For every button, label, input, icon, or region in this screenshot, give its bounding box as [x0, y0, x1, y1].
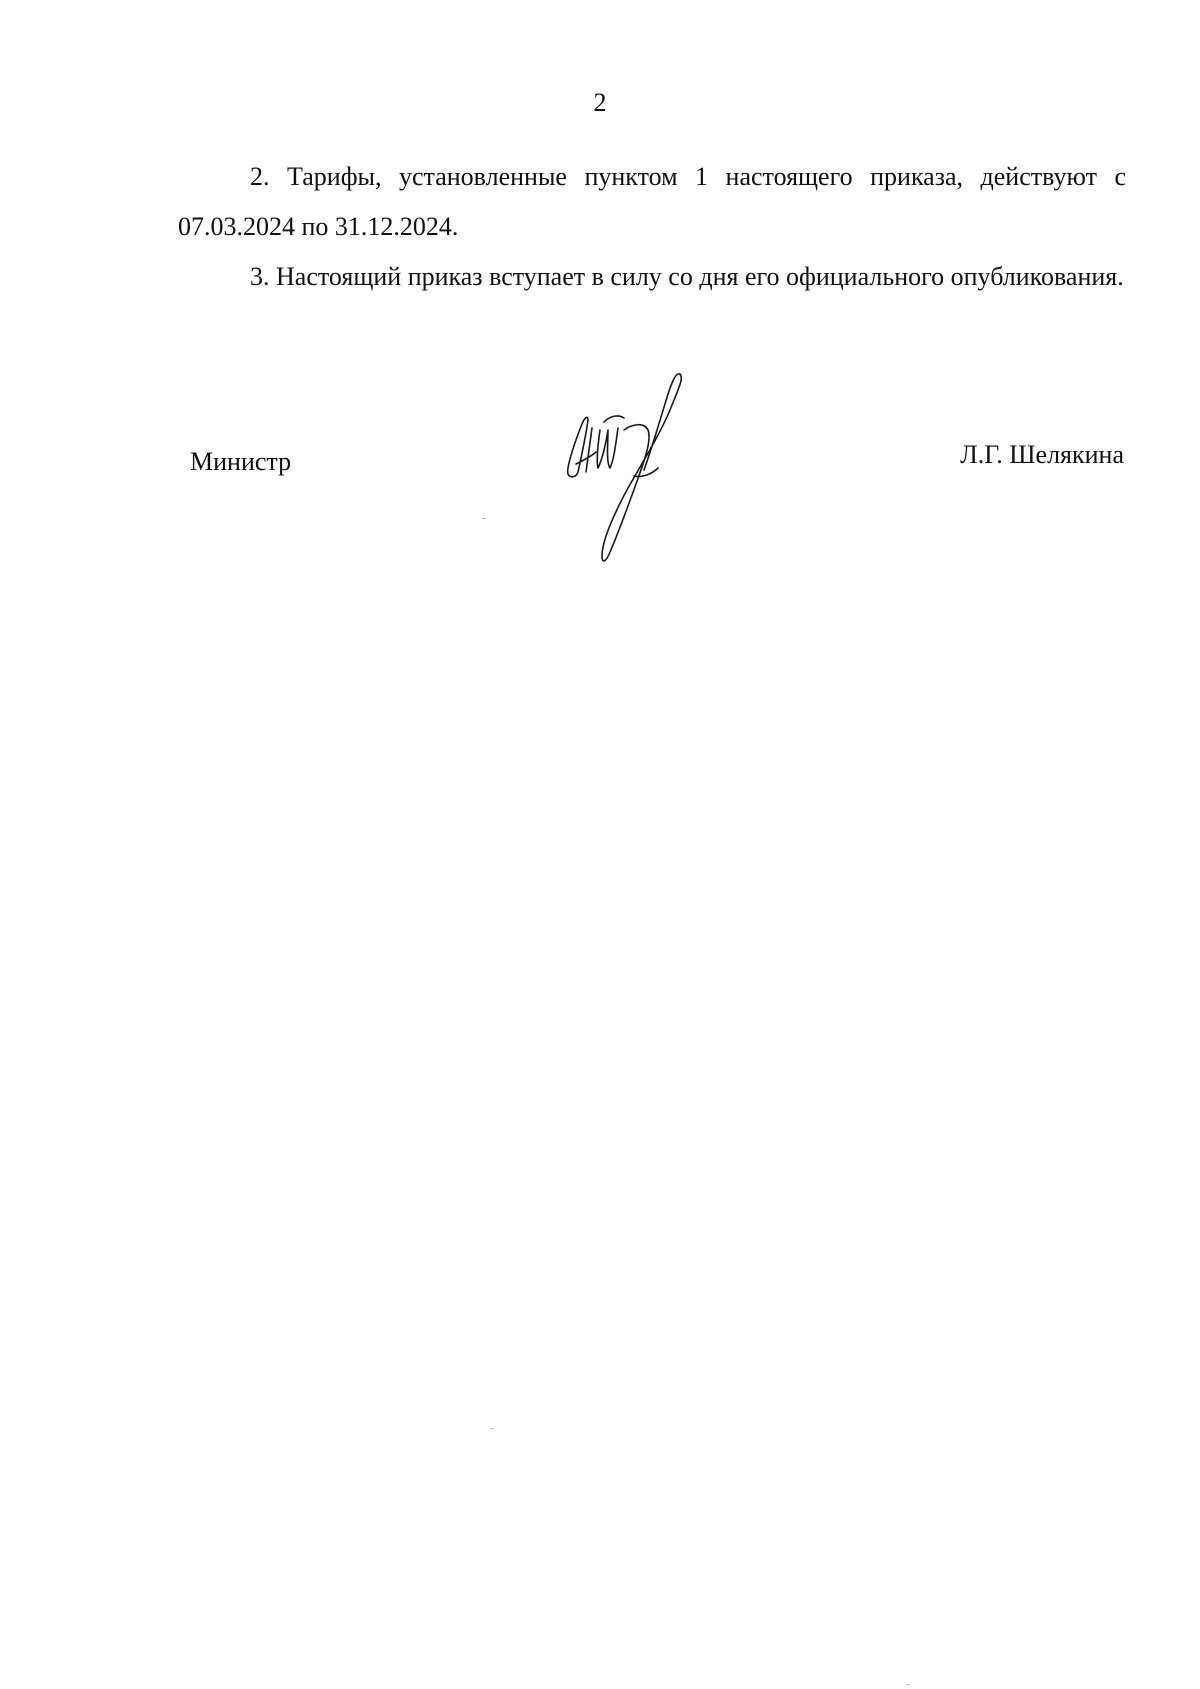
handwritten-signature — [548, 364, 708, 570]
document-body — [178, 152, 1126, 302]
signer-name: Л.Г. Шелякина — [960, 440, 1124, 469]
paragraph-tariff-validity: 2. Тарифы, установленные пунктом 1 настоящего приказа, действуют с 07.03.2024 по 31.12.2024. — [178, 162, 1126, 241]
scan-speck — [906, 1684, 909, 1685]
page-number: 2 — [593, 88, 607, 117]
scan-speck — [482, 518, 485, 519]
paragraph-effective-date: 3. Настоящий приказ вступает в силу со дня его официального опубликования. — [250, 262, 1124, 291]
signer-position: Министр — [190, 447, 292, 476]
scan-speck — [490, 1428, 493, 1429]
